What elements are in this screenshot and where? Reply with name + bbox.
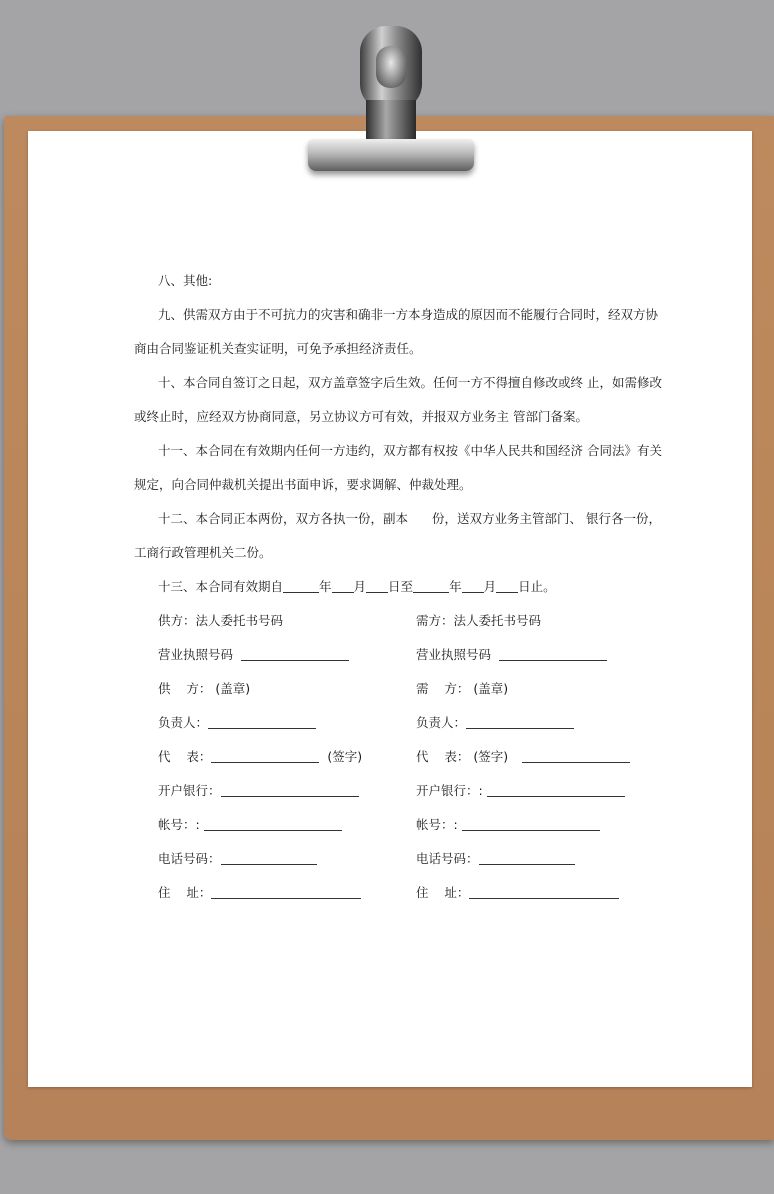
buyer-account: 帐号：: xyxy=(416,808,600,842)
buyer-bank: 开户银行：: xyxy=(416,774,625,808)
buyer-charge: 负责人： xyxy=(416,706,574,740)
day-end-label: 日止。 xyxy=(518,579,556,594)
supplier-rep-field[interactable] xyxy=(211,749,319,763)
supplier-seal-label: 供 方： (盖章) xyxy=(158,681,251,696)
buyer-charge-field[interactable] xyxy=(466,715,574,729)
month-label: 月 xyxy=(353,579,367,594)
clause-10-line-2: 或终止时，应经双方协商同意，另立协议方可有效，并报双方业务主 管部门备案。 xyxy=(134,409,588,424)
buyer-auth-label: 需方：法人委托书号码 xyxy=(416,613,542,628)
clause-12-text-b: 份，送双方业务主管部门、 银行各一份， xyxy=(432,511,661,526)
supplier-address-field[interactable] xyxy=(211,885,361,899)
year-label-end: 年 xyxy=(449,579,462,594)
binder-clip-icon xyxy=(300,26,480,176)
start-day-field[interactable] xyxy=(366,579,388,593)
signature-row-bank xyxy=(134,774,644,808)
buyer-phone-field[interactable] xyxy=(479,851,575,865)
clause-12-line-1 xyxy=(134,502,661,536)
buyer-rep-field[interactable] xyxy=(522,749,630,763)
supplier-phone: 电话号码： xyxy=(158,842,317,876)
section-heading-other: 八、其他: xyxy=(158,273,213,288)
end-day-field[interactable] xyxy=(496,579,518,593)
signature-row-charge xyxy=(134,706,644,740)
clause-13-validity xyxy=(134,570,644,604)
buyer-address-field[interactable] xyxy=(469,885,619,899)
supplier-auth-label: 供方：法人委托书号码 xyxy=(158,613,284,628)
day-to-label: 日至 xyxy=(388,579,414,594)
supplier-bank: 开户银行： xyxy=(158,774,359,808)
supplier-charge-field[interactable] xyxy=(208,715,316,729)
supplier-charge: 负责人： xyxy=(158,706,316,740)
clause-9-line-2: 商由合同鉴证机关查实证明，可免予承担经济责任。 xyxy=(134,341,422,356)
validity-prefix: 十三、本合同有效期自 xyxy=(158,579,284,594)
contract-text xyxy=(134,264,662,910)
supplier-account: 帐号：: xyxy=(158,808,342,842)
clause-11-line-2: 规定，向合同仲裁机关提出书面申诉，要求调解、仲裁处理。 xyxy=(134,477,472,492)
buyer-seal-label: 需 方： (盖章) xyxy=(416,681,509,696)
signature-row-account xyxy=(134,808,644,842)
buyer-license-field[interactable] xyxy=(499,647,607,661)
buyer-phone: 电话号码： xyxy=(416,842,575,876)
end-year-field[interactable] xyxy=(413,579,449,593)
signature-row-address xyxy=(134,876,644,910)
buyer-bank-field[interactable] xyxy=(487,783,625,797)
clause-10-line-1: 十、本合同自签订之日起，双方盖章签字后生效。任何一方不得擅自修改或终 止，如需修改 xyxy=(158,375,662,390)
year-label: 年 xyxy=(319,579,332,594)
end-month-field[interactable] xyxy=(462,579,484,593)
supplier-rep: 代 表： (签字) xyxy=(158,749,363,764)
clause-11-line-1: 十一、本合同在有效期内任何一方违约，双方都有权按《中华人民共和国经济 合同法》有关 xyxy=(158,443,662,458)
buyer-license: 营业执照号码 xyxy=(416,638,607,672)
supplier-phone-field[interactable] xyxy=(221,851,317,865)
signature-row-auth xyxy=(134,604,644,638)
signature-row-license xyxy=(134,638,644,672)
supplier-license-field[interactable] xyxy=(241,647,349,661)
signature-row-phone xyxy=(134,842,644,876)
signature-row-party xyxy=(134,672,644,706)
supplier-address: 住 址： xyxy=(158,876,361,910)
clause-12-line-2: 工商行政管理机关二份。 xyxy=(134,545,272,560)
start-month-field[interactable] xyxy=(332,579,354,593)
buyer-rep: 代 表： (签字) xyxy=(416,740,630,774)
month-label-end: 月 xyxy=(483,579,497,594)
buyer-address: 住 址： xyxy=(416,876,619,910)
supplier-account-field[interactable] xyxy=(204,817,342,831)
supplier-bank-field[interactable] xyxy=(221,783,359,797)
start-year-field[interactable] xyxy=(283,579,319,593)
clause-9-line-1: 九、供需双方由于不可抗力的灾害和确非一方本身造成的原因而不能履行合同时，经双方协 xyxy=(158,307,659,322)
signature-row-rep xyxy=(134,740,644,774)
supplier-license: 营业执照号码 xyxy=(158,638,349,672)
buyer-account-field[interactable] xyxy=(462,817,600,831)
clause-12-text-a: 十二、本合同正本两份，双方各执一份，副本 xyxy=(158,511,409,526)
